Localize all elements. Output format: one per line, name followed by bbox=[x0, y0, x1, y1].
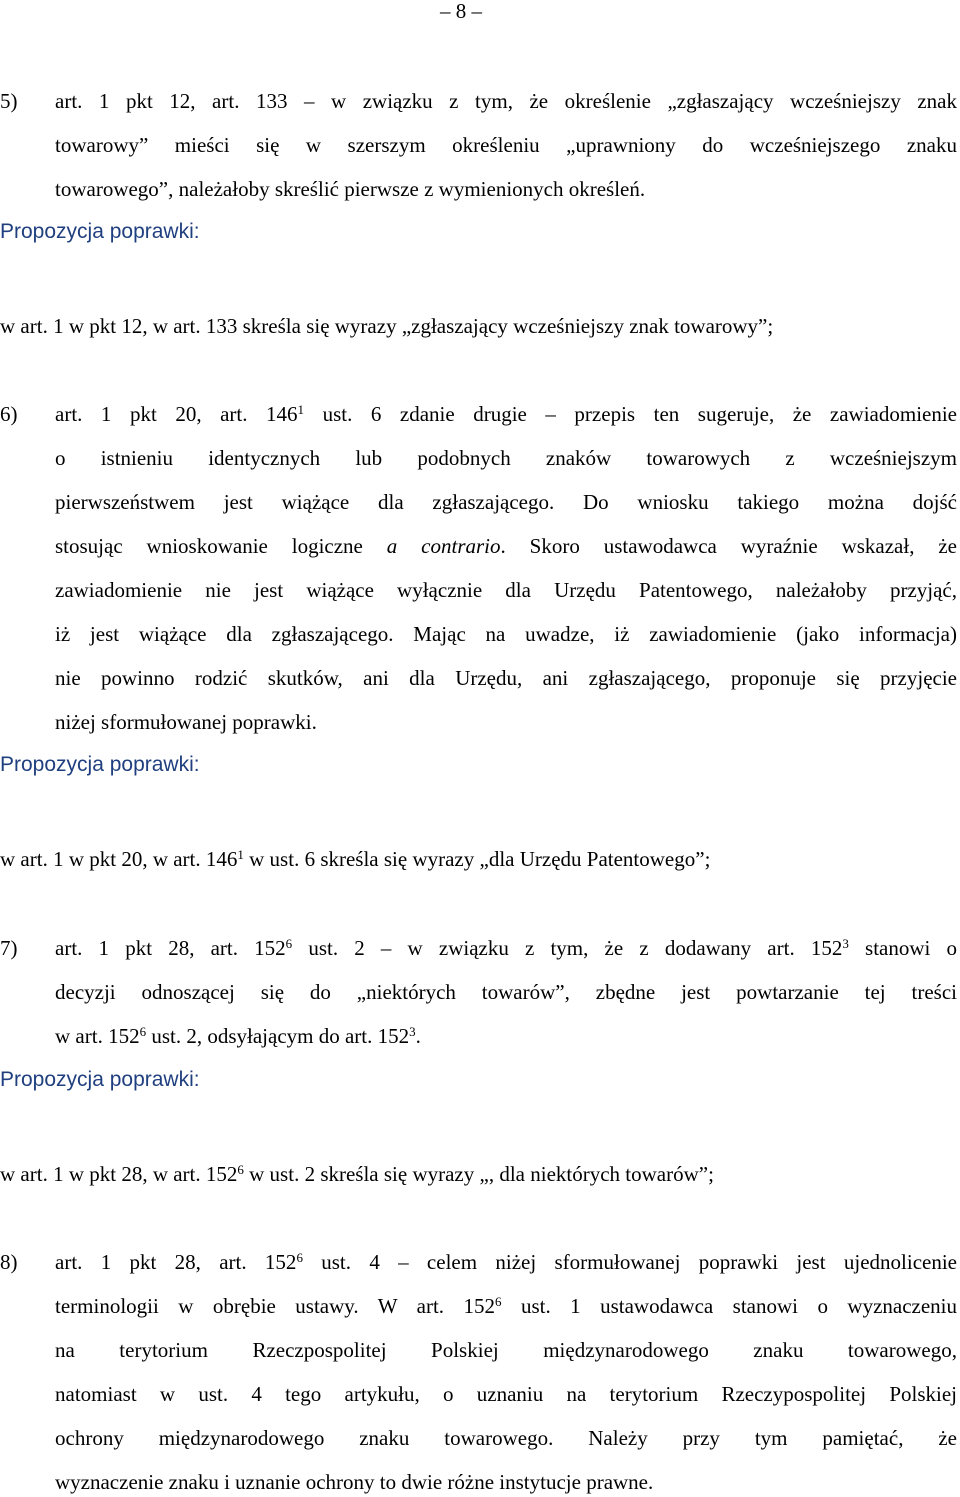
item-6-proposal: w art. 1 w pkt 20, w art. $146^1$ w ust. 6 skreśla się wyrazy „dla Urzędu Patentowego”; bbox=[0, 847, 711, 871]
proposal-heading: Propozycja poprawki: bbox=[0, 220, 200, 243]
proposal-heading: Propozycja poprawki: bbox=[0, 1068, 200, 1091]
item-7-line-3: w art. $152^6$ ust. 2, odsyłającym do art. $152^3$. bbox=[55, 1024, 421, 1048]
item-8-line-3: na terytorium Rzeczpospolitej Polskiej międzynarodowego znaku towarowego, bbox=[55, 1338, 957, 1362]
item-6-line-8: niżej sformułowanej poprawki. bbox=[55, 710, 317, 734]
item-8-line-2: terminologii w obrębie ustawy. W art. $152^6$ ust. 1 ustawodawca stanowi o wyznaczeniu bbox=[55, 1294, 958, 1318]
item-5-number: 5) bbox=[0, 89, 18, 113]
item-7-line-2: decyzji odnoszącej się do „niektórych towarów”, zbędne jest powtarzanie tej treści bbox=[55, 980, 957, 1004]
item-8-line-6: wyznaczenie znaku i uznanie ochrony to dwie różne instytucje prawne. bbox=[55, 1470, 654, 1494]
item-6-line-3: pierwszeństwem jest wiążące dla zgłaszającego. Do wniosku takiego można dojść bbox=[55, 490, 957, 514]
item-5-line-3: towarowego”, należałoby skreślić pierwsze z wymienionych określeń. bbox=[55, 177, 646, 201]
item-7-proposal: w art. 1 w pkt 28, w art. $152^6$ w ust. 2 skreśla się wyrazy „, dla niektórych towarów”; bbox=[0, 1162, 714, 1186]
item-5-line-2: towarowy” mieści się w szerszym określeniu „uprawniony do wcześniejszego znaku bbox=[55, 133, 957, 157]
item-6-line-7: nie powinno rodzić skutków, ani dla Urzędu, ani zgłaszającego, proponuje się przyjęcie bbox=[55, 666, 957, 690]
item-6-line-4: stosując wnioskowanie logiczne a contrario. Skoro ustawodawca wyraźnie wskazał, że bbox=[55, 534, 957, 558]
item-5-line-1: art. 1 pkt 12, art. 133 – w związku z tym, że określenie „zgłaszający wcześniejszy znak bbox=[55, 89, 957, 113]
item-5-proposal: w art. 1 w pkt 12, w art. 133 skreśla się wyrazy „zgłaszający wcześniejszy znak towarowy”; bbox=[0, 314, 774, 338]
item-6-line-5: zawiadomienie nie jest wiążące wyłącznie dla Urzędu Patentowego, należałoby przyjąć, bbox=[55, 578, 957, 602]
page-number: – 8 – bbox=[440, 0, 482, 23]
item-8-line-4: natomiast w ust. 4 tego artykułu, o uznaniu na terytorium Rzeczypospolitej Polskiej bbox=[55, 1382, 957, 1406]
item-7-number: 7) bbox=[0, 936, 18, 960]
proposal-heading: Propozycja poprawki: bbox=[0, 753, 200, 776]
item-6-line-1: art. 1 pkt 20, art. $146^1$ ust. 6 zdanie drugie – przepis ten sugeruje, że zawiadomienie bbox=[55, 402, 957, 426]
item-8-line-1: art. 1 pkt 28, art. $152^6$ ust. 4 – celem niżej sformułowanej poprawki jest ujednolicenie bbox=[55, 1250, 957, 1274]
item-7-line-1: art. 1 pkt 28, art. $152^6$ ust. 2 – w związku z tym, że z dodawany art. $152^3$ stanowi o bbox=[55, 936, 958, 960]
item-6-line-6: iż jest wiążące dla zgłaszającego. Mając na uwadze, iż zawiadomienie (jako informacja) bbox=[55, 622, 957, 646]
item-6-number: 6) bbox=[0, 402, 18, 426]
item-8-line-5: ochrony międzynarodowego znaku towarowego. Należy przy tym pamiętać, że bbox=[55, 1426, 957, 1450]
item-8-number: 8) bbox=[0, 1250, 18, 1274]
item-6-line-2: o istnieniu identycznych lub podobnych znaków towarowych z wcześniejszym bbox=[55, 446, 957, 470]
